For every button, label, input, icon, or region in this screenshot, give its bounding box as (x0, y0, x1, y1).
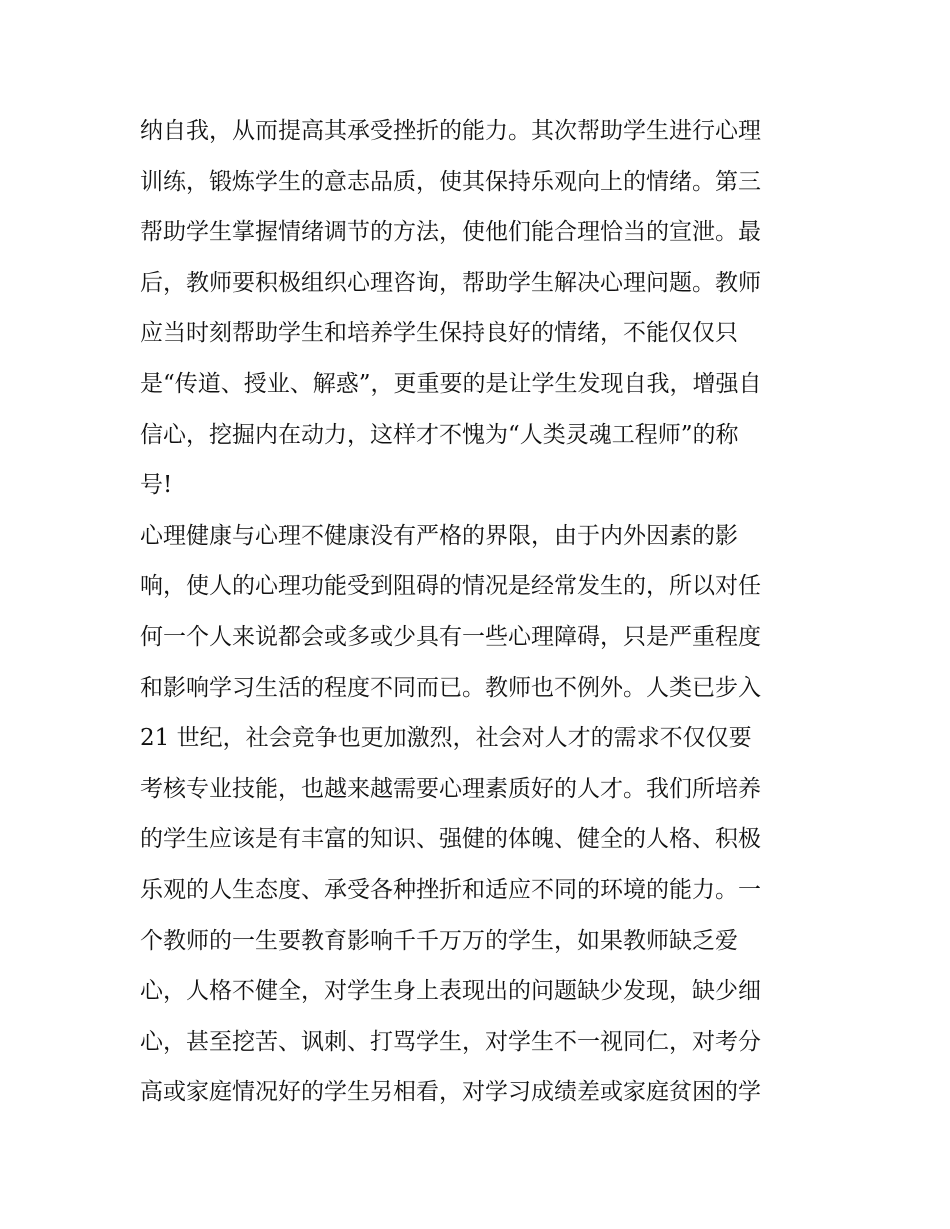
text-line-10: 响，使人的心理功能受到阻碍的情况是经常发生的，所以对任 (140, 573, 761, 600)
text-line-2: 训练，锻炼学生的意志品质，使其保持乐观向上的情绪。第三 (140, 168, 761, 195)
text-line-1: 纳自我，从而提高其承受挫折的能力。其次帮助学生进行心理 (140, 118, 761, 144)
text-line-5: 应当时刻帮助学生和培养学生保持良好的情绪，不能仅仅只 (140, 320, 738, 347)
text-line-19: 心，甚至挖苦、讽刺、打骂学生，对学生不一视同仁，对考分 (140, 1028, 761, 1055)
text-line-6: 是“传道、授业、解惑”，更重要的是让学生发现自我，增强自 (140, 370, 762, 397)
text-line-20: 高或家庭情况好的学生另相看，对学习成绩差或家庭贫困的学 (140, 1079, 761, 1106)
text-line-17: 个教师的一生要教育影响千千万万的学生，如果教师缺乏爱 (140, 927, 738, 954)
text-line-15: 的学生应该是有丰富的知识、强健的体魄、健全的人格、积极 (140, 826, 761, 853)
body-text (140, 106, 820, 1118)
text-line-9: 心理健康与心理不健康没有严格的界限，由于内外因素的影 (140, 522, 738, 549)
text-line-7: 信心，挖掘内在动力，这样才不愧为“人类灵魂工程师”的称 (140, 421, 739, 448)
text-line-8: 号! (140, 472, 173, 499)
text-line-3: 帮助学生掌握情绪调节的方法，使他们能合理恰当的宣泄。最 (140, 219, 761, 246)
text-line-4: 后，教师要积极组织心理咨询，帮助学生解决心理问题。教师 (140, 269, 761, 296)
text-line-13: 21 世纪，社会竞争也更加激烈，社会对人才的需求不仅仅要 (140, 725, 752, 752)
text-line-14: 考核专业技能，也越来越需要心理素质好的人才。我们所培养 (140, 775, 761, 802)
text-line-12: 和影响学习生活的程度不同而已。教师也不例外。人类已步入 (140, 674, 761, 701)
text-line-16: 乐观的人生态度、承受各种挫折和适应不同的环境的能力。一 (140, 876, 761, 903)
text-line-11: 何一个人来说都会或多或少具有一些心理障碍，只是严重程度 (140, 623, 761, 650)
text-line-18: 心，人格不健全，对学生身上表现出的问题缺少发现，缺少细 (140, 978, 761, 1005)
